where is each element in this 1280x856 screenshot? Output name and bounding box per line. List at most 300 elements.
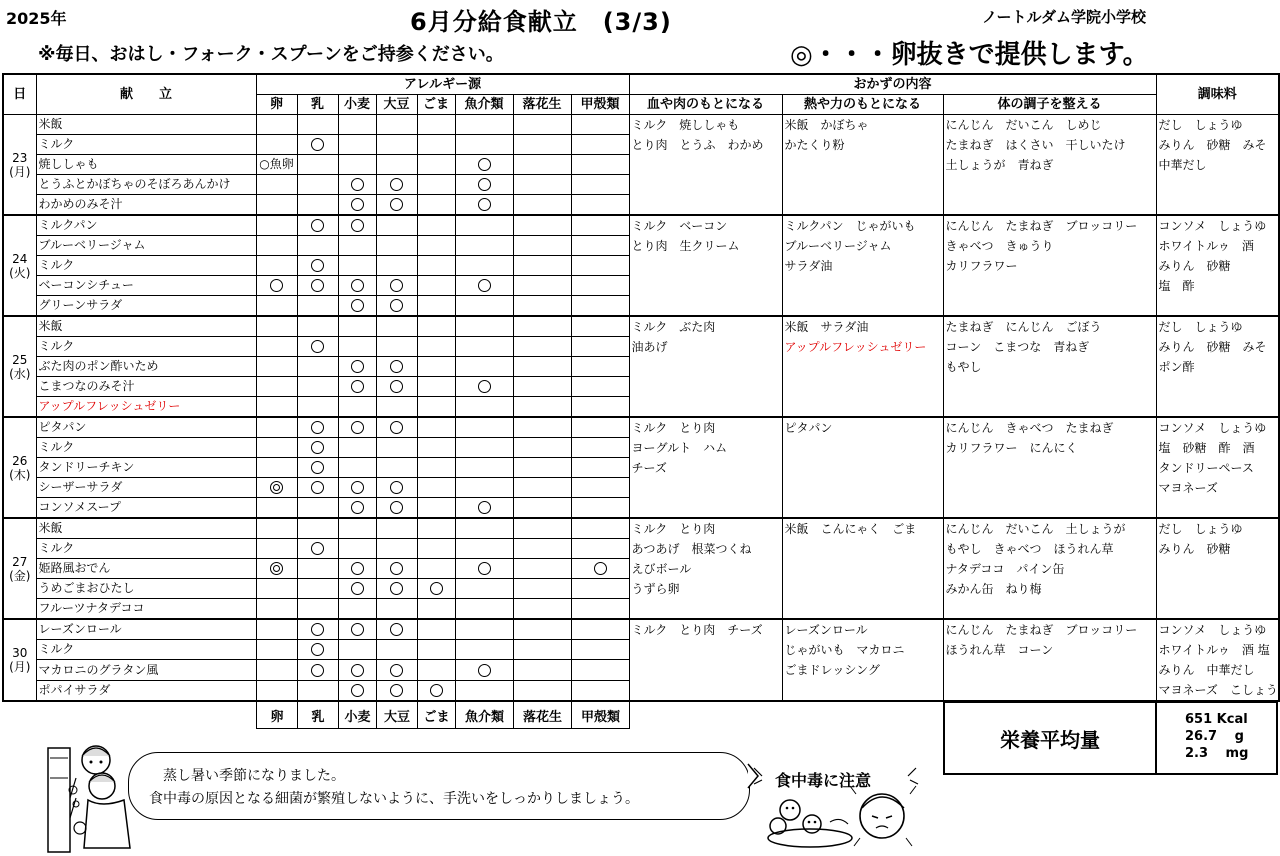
allergen-mark-魚介類 — [455, 397, 513, 418]
allergen-mark-乳 — [297, 599, 338, 620]
body-cell-line: もやし — [945, 360, 982, 374]
body-cell-line: みかん缶 ねり梅 — [945, 582, 1042, 596]
blood-meat-cell-line: とり肉 とうふ わかめ — [631, 138, 764, 152]
allergen-mark-甲殻類 — [571, 256, 629, 276]
allergen-mark-卵: ○魚卵 — [256, 155, 297, 175]
dish-name: コンソメスープ — [36, 498, 256, 519]
allergen-mark-甲殻類 — [571, 599, 629, 620]
allergen-mark-大豆 — [376, 256, 417, 276]
food-poisoning-caption: 食中毒に注意 — [775, 771, 872, 790]
allergen-mark-乳 — [297, 438, 338, 458]
allergen-mark-魚介類 — [455, 579, 513, 599]
page-title: 6月分給食献立 (3/3) — [410, 8, 672, 36]
body-cell-line: にんじん たまねぎ ブロッコリー — [945, 623, 1138, 637]
allergen-mark-大豆 — [376, 296, 417, 317]
allergen-mark-ごま — [417, 377, 455, 397]
seasoning-cell — [1156, 316, 1279, 417]
circle-mark — [478, 562, 491, 575]
message-line-1: 蒸し暑い季節になりました。 — [163, 768, 345, 784]
allergen-mark-ごま — [417, 640, 455, 660]
energy-cell-line: アップルフレッシュゼリー — [784, 340, 927, 354]
allergen-mark-落花生 — [513, 155, 571, 175]
seasoning-cell-line: コンソメ しょうゆ — [1158, 219, 1267, 233]
body-cell — [943, 115, 1156, 216]
allergen-mark-乳 — [297, 195, 338, 216]
blood-meat-cell — [629, 215, 782, 316]
day-date: 25 — [12, 352, 28, 367]
blood-meat-cell-line: うずら卵 — [631, 582, 680, 596]
circle-mark — [311, 219, 324, 232]
handwashing-illustration — [40, 738, 140, 854]
food-poisoning-illustration — [750, 764, 925, 854]
year-label: 2025年 — [6, 9, 67, 28]
allergen-mark-大豆 — [376, 478, 417, 498]
allergen-mark-魚介類 — [455, 599, 513, 620]
circle-mark — [351, 684, 364, 697]
allergen-mark-落花生 — [513, 215, 571, 236]
allergen-mark-ごま — [417, 276, 455, 296]
dish-name: ポパイサラダ — [36, 680, 256, 701]
blood-meat-cell-line: ミルク ベーコン — [631, 219, 728, 233]
body-cell-line: ほうれん草 コーン — [945, 643, 1054, 657]
energy-cell-line: レーズンロール — [784, 623, 868, 637]
allergen-mark-卵 — [256, 115, 297, 135]
allergen-mark-卵 — [256, 498, 297, 519]
allergen-mark-卵 — [256, 256, 297, 276]
allergen-mark-甲殻類 — [571, 397, 629, 418]
dish-name: 米飯 — [36, 518, 256, 539]
allergen-mark-ごま — [417, 417, 455, 438]
dish-name: グリーンサラダ — [36, 296, 256, 317]
allergen-mark-卵 — [256, 599, 297, 620]
nutrition-kcal: 651 Kcal — [1185, 712, 1248, 727]
allergen-mark-乳 — [297, 115, 338, 135]
allergen-mark-魚介類 — [455, 357, 513, 377]
allergen-mark-ごま — [417, 296, 455, 317]
allergen-mark-小麦 — [338, 316, 376, 337]
allergen-mark-落花生 — [513, 599, 571, 620]
circle-mark — [311, 279, 324, 292]
circle-mark — [311, 542, 324, 555]
blood-meat-cell — [629, 619, 782, 701]
circle-mark — [478, 380, 491, 393]
allergen-mark-小麦 — [338, 680, 376, 701]
allergen-mark-大豆 — [376, 640, 417, 660]
body-cell-line: カリフラワー — [945, 259, 1018, 273]
allergen-mark-乳 — [297, 660, 338, 680]
circle-mark — [351, 623, 364, 636]
circle-mark — [390, 481, 403, 494]
allergen-mark-甲殻類 — [571, 215, 629, 236]
allergen-mark-ごま — [417, 236, 455, 256]
allergen-mark-卵 — [256, 438, 297, 458]
body-cell-line: たまねぎ はくさい 干しいたけ — [945, 138, 1126, 152]
allergen-mark-乳 — [297, 579, 338, 599]
allergen-mark-小麦 — [338, 438, 376, 458]
allergen-mark-乳 — [297, 135, 338, 155]
allergen-mark-小麦 — [338, 640, 376, 660]
allergen-mark-魚介類 — [455, 619, 513, 640]
day-weekday: (木) — [9, 467, 31, 482]
allergen-mark-大豆 — [376, 438, 417, 458]
category-header-2: 体の調子を整える — [943, 95, 1156, 115]
allergen-mark-卵 — [256, 397, 297, 418]
allergen-footer-3: 大豆 — [377, 702, 418, 729]
day-cell — [3, 115, 36, 216]
nutrition-salt: 2.3 mg — [1185, 746, 1249, 761]
allergen-mark-卵 — [256, 215, 297, 236]
allergen-mark-小麦 — [338, 377, 376, 397]
day-cell — [3, 417, 36, 518]
allergen-mark-卵 — [256, 559, 297, 579]
allergen-mark-大豆 — [376, 417, 417, 438]
energy-cell-line: じゃがいも マカロニ — [784, 643, 905, 657]
allergen-mark-甲殻類 — [571, 115, 629, 135]
allergen-mark-落花生 — [513, 478, 571, 498]
allergen-mark-乳 — [297, 175, 338, 195]
allergen-mark-落花生 — [513, 337, 571, 357]
allergen-mark-落花生 — [513, 438, 571, 458]
day-cell — [3, 215, 36, 316]
allergen-mark-魚介類 — [455, 539, 513, 559]
allergen-mark-卵 — [256, 579, 297, 599]
seasoning-cell-line: みりん 中華だし — [1158, 663, 1255, 677]
energy-cell — [782, 619, 943, 701]
allergen-mark-ごま — [417, 215, 455, 236]
allergen-mark-卵 — [256, 660, 297, 680]
circle-mark — [390, 299, 403, 312]
allergen-mark-卵 — [256, 377, 297, 397]
body-cell-line: 土しょうが 青ねぎ — [945, 158, 1054, 172]
allergen-mark-小麦 — [338, 155, 376, 175]
allergen-mark-落花生 — [513, 357, 571, 377]
allergen-mark-甲殻類 — [571, 316, 629, 337]
allergen-mark-魚介類 — [455, 155, 513, 175]
dish-name: 焼ししゃも — [36, 155, 256, 175]
allergen-mark-大豆 — [376, 680, 417, 701]
allergen-mark-ごま — [417, 316, 455, 337]
allergen-mark-大豆 — [376, 599, 417, 620]
allergen-mark-落花生 — [513, 175, 571, 195]
circle-mark — [390, 582, 403, 595]
allergen-mark-小麦 — [338, 397, 376, 418]
double-circle-mark — [270, 481, 283, 494]
allergen-mark-魚介類 — [455, 135, 513, 155]
circle-mark — [390, 684, 403, 697]
allergen-mark-魚介類 — [455, 518, 513, 539]
allergen-mark-小麦 — [338, 276, 376, 296]
body-cell — [943, 316, 1156, 417]
allergen-mark-魚介類 — [455, 256, 513, 276]
allergen-mark-大豆 — [376, 115, 417, 135]
dish-name: ミルク — [36, 337, 256, 357]
allergen-mark-魚介類 — [455, 680, 513, 701]
body-cell — [943, 215, 1156, 316]
body-cell-line: コーン こまつな 青ねぎ — [945, 340, 1090, 354]
allergen-mark-小麦 — [338, 357, 376, 377]
allergen-mark-卵 — [256, 316, 297, 337]
allergen-mark-ごま — [417, 619, 455, 640]
allergen-mark-小麦 — [338, 599, 376, 620]
day-date: 27 — [12, 554, 28, 569]
allergen-mark-乳 — [297, 498, 338, 519]
circle-mark — [478, 178, 491, 191]
energy-cell-line: ミルクパン じゃがいも — [784, 219, 916, 233]
allergen-mark-ごま — [417, 195, 455, 216]
allergen-mark-甲殻類 — [571, 175, 629, 195]
allergen-mark-落花生 — [513, 640, 571, 660]
energy-cell-line: サラダ油 — [784, 259, 833, 273]
allergen-mark-甲殻類 — [571, 417, 629, 438]
allergen-mark-卵 — [256, 195, 297, 216]
allergen-mark-ごま — [417, 478, 455, 498]
circle-mark — [351, 582, 364, 595]
body-cell-line: にんじん たまねぎ ブロッコリー — [945, 219, 1138, 233]
allergen-mark-ごま — [417, 337, 455, 357]
allergen-mark-乳 — [297, 458, 338, 478]
seasoning-cell-line: ホワイトルゥ 酒 — [1158, 239, 1254, 253]
blood-meat-cell-line: ミルク 焼ししゃも — [631, 118, 740, 132]
allergen-mark-ごま — [417, 599, 455, 620]
allergen-mark-卵 — [256, 236, 297, 256]
allergen-mark-大豆 — [376, 579, 417, 599]
allergen-footer-2: 小麦 — [339, 702, 377, 729]
allergen-mark-魚介類 — [455, 296, 513, 317]
allergen-mark-小麦 — [338, 539, 376, 559]
blood-meat-cell — [629, 316, 782, 417]
header-seasoning: 調味料 — [1156, 74, 1279, 115]
allergen-mark-乳 — [297, 215, 338, 236]
dish-name: フルーツナタデココ — [36, 599, 256, 620]
seasoning-cell — [1156, 417, 1279, 518]
seasoning-cell-line: コンソメ しょうゆ — [1158, 421, 1267, 435]
blood-meat-cell-line: ミルク とり肉 — [631, 421, 716, 435]
allergen-mark-甲殻類 — [571, 619, 629, 640]
circle-mark — [311, 643, 324, 656]
allergen-mark-落花生 — [513, 458, 571, 478]
allergen-mark-甲殻類 — [571, 660, 629, 680]
seasoning-cell-line: 中華だし — [1158, 158, 1207, 172]
allergen-mark-乳 — [297, 256, 338, 276]
allergen-mark-大豆 — [376, 195, 417, 216]
table-row — [3, 619, 1279, 640]
allergen-mark-ごま — [417, 458, 455, 478]
allergen-mark-乳 — [297, 276, 338, 296]
allergen-mark-小麦 — [338, 175, 376, 195]
allergen-mark-大豆 — [376, 498, 417, 519]
table-row — [3, 417, 1279, 438]
seasoning-cell-line: だし しょうゆ — [1158, 320, 1243, 334]
seasoning-cell — [1156, 215, 1279, 316]
allergen-mark-乳 — [297, 640, 338, 660]
body-cell-line: もやし きゃべつ ほうれん草 — [945, 542, 1114, 556]
allergen-mark-甲殻類 — [571, 155, 629, 175]
circle-mark — [351, 481, 364, 494]
dish-name: ミルクパン — [36, 215, 256, 236]
seasoning-cell-line: マヨネーズ こしょう — [1158, 683, 1278, 697]
nutrition-protein: 26.7 g — [1185, 729, 1244, 744]
allergen-mark-小麦 — [338, 236, 376, 256]
day-date: 26 — [12, 453, 28, 468]
dish-name: ミルク — [36, 438, 256, 458]
allergen-mark-ごま — [417, 397, 455, 418]
energy-cell-line: かたくり粉 — [784, 138, 845, 152]
seasoning-cell — [1156, 518, 1279, 619]
allergen-mark-小麦 — [338, 619, 376, 640]
allergen-mark-大豆 — [376, 397, 417, 418]
allergen-footer-0: 卵 — [257, 702, 298, 729]
allergen-mark-大豆 — [376, 619, 417, 640]
circle-mark — [430, 684, 443, 697]
allergen-mark-小麦 — [338, 458, 376, 478]
circle-mark — [390, 198, 403, 211]
day-weekday: (月) — [9, 164, 31, 179]
allergen-header-7: 甲殻類 — [571, 95, 629, 115]
circle-mark — [478, 198, 491, 211]
allergen-mark-魚介類 — [455, 438, 513, 458]
allergen-mark-甲殻類 — [571, 276, 629, 296]
seasoning-cell-line: 塩 砂糖 酢 酒 — [1158, 441, 1255, 455]
allergen-mark-ごま — [417, 579, 455, 599]
body-cell-line: にんじん だいこん 土しょうが — [945, 522, 1126, 536]
dish-name: ミルク — [36, 539, 256, 559]
allergen-mark-乳 — [297, 417, 338, 438]
seasoning-cell-line: だし しょうゆ — [1158, 522, 1243, 536]
dish-name: レーズンロール — [36, 619, 256, 640]
allergen-header-6: 落花生 — [513, 95, 571, 115]
day-weekday: (金) — [9, 568, 31, 583]
allergen-mark-大豆 — [376, 215, 417, 236]
allergen-mark-甲殻類 — [571, 357, 629, 377]
category-header-0: 血や肉のもとになる — [629, 95, 782, 115]
allergen-mark-卵 — [256, 539, 297, 559]
blood-meat-cell — [629, 417, 782, 518]
energy-cell-line: ブルーベリージャム — [784, 239, 892, 253]
egg-free-note: ◎・・・卵抜きで提供します。 — [790, 40, 1149, 70]
menu-table — [2, 73, 1280, 702]
allergen-mark-小麦 — [338, 115, 376, 135]
allergen-mark-ごま — [417, 498, 455, 519]
body-cell — [943, 619, 1156, 701]
circle-mark — [351, 380, 364, 393]
allergen-mark-小麦 — [338, 215, 376, 236]
allergen-mark-大豆 — [376, 660, 417, 680]
circle-mark — [478, 279, 491, 292]
allergen-mark-落花生 — [513, 518, 571, 539]
circle-mark — [311, 441, 324, 454]
blood-meat-cell-line: 油あげ — [631, 340, 668, 354]
message-bubble — [128, 752, 750, 820]
allergen-mark-小麦 — [338, 579, 376, 599]
day-cell — [3, 518, 36, 619]
circle-mark — [351, 219, 364, 232]
circle-mark — [351, 299, 364, 312]
circle-mark — [594, 562, 607, 575]
day-weekday: (火) — [9, 265, 31, 280]
allergen-mark-落花生 — [513, 135, 571, 155]
allergen-mark-大豆 — [376, 276, 417, 296]
allergen-mark-ごま — [417, 539, 455, 559]
seasoning-cell-line: ホワイトルゥ 酒 塩 — [1158, 643, 1270, 657]
circle-mark — [311, 259, 324, 272]
allergen-mark-乳 — [297, 377, 338, 397]
allergen-mark-魚介類 — [455, 337, 513, 357]
circle-mark — [351, 562, 364, 575]
allergen-mark-甲殻類 — [571, 579, 629, 599]
allergen-mark-小麦 — [338, 296, 376, 317]
energy-cell-line: ごまドレッシング — [784, 663, 880, 677]
allergen-mark-小麦 — [338, 135, 376, 155]
dish-name: うめごまおひたし — [36, 579, 256, 599]
circle-mark — [390, 623, 403, 636]
allergen-mark-卵 — [256, 135, 297, 155]
allergen-mark-甲殻類 — [571, 539, 629, 559]
allergen-mark-ごま — [417, 135, 455, 155]
allergen-mark-卵 — [256, 175, 297, 195]
day-weekday: (月) — [9, 660, 31, 674]
blood-meat-cell — [629, 115, 782, 216]
allergen-mark-卵 — [256, 417, 297, 438]
dish-name: ミルク — [36, 135, 256, 155]
allergen-mark-落花生 — [513, 417, 571, 438]
allergen-mark-魚介類 — [455, 458, 513, 478]
blood-meat-cell-line: ヨーグルト ハム — [631, 441, 728, 455]
allergen-mark-ごま — [417, 660, 455, 680]
allergen-header-4: ごま — [417, 95, 455, 115]
dish-name: ぶた肉のポン酢いため — [36, 357, 256, 377]
body-cell — [943, 518, 1156, 619]
circle-mark — [351, 198, 364, 211]
allergen-mark-甲殻類 — [571, 377, 629, 397]
school-name: ノートルダム学院小学校 — [982, 8, 1146, 26]
allergen-mark-乳 — [297, 155, 338, 175]
circle-mark — [390, 421, 403, 434]
allergen-mark-卵 — [256, 357, 297, 377]
nutrition-box — [943, 701, 1278, 775]
allergen-mark-落花生 — [513, 377, 571, 397]
allergen-mark-卵 — [256, 478, 297, 498]
allergen-footer-6: 落花生 — [514, 702, 572, 729]
dish-name: 姫路風おでん — [36, 559, 256, 579]
body-cell-line: カリフラワー にんにく — [945, 441, 1078, 455]
body-cell-line: にんじん きゃべつ たまねぎ — [945, 421, 1114, 435]
circle-mark — [270, 279, 283, 292]
allergen-footer — [256, 701, 630, 729]
circle-mark — [311, 138, 324, 151]
allergen-mark-小麦 — [338, 417, 376, 438]
allergen-mark-魚介類 — [455, 640, 513, 660]
circle-mark — [311, 340, 324, 353]
allergen-mark-小麦 — [338, 195, 376, 216]
allergen-mark-乳 — [297, 236, 338, 256]
allergen-mark-落花生 — [513, 680, 571, 701]
allergen-mark-小麦 — [338, 478, 376, 498]
allergen-mark-卵 — [256, 619, 297, 640]
allergen-mark-落花生 — [513, 579, 571, 599]
allergen-mark-小麦 — [338, 337, 376, 357]
allergen-mark-大豆 — [376, 337, 417, 357]
energy-cell — [782, 115, 943, 216]
blood-meat-cell-line: えびボール — [631, 562, 692, 576]
circle-mark — [390, 562, 403, 575]
dish-name: とうふとかぼちゃのそぼろあんかけ — [36, 175, 256, 195]
allergen-mark-落花生 — [513, 660, 571, 680]
allergen-mark-甲殻類 — [571, 296, 629, 317]
dish-name: マカロニのグラタン風 — [36, 660, 256, 680]
circle-mark — [478, 158, 491, 171]
allergen-mark-卵 — [256, 640, 297, 660]
allergen-mark-魚介類 — [455, 660, 513, 680]
